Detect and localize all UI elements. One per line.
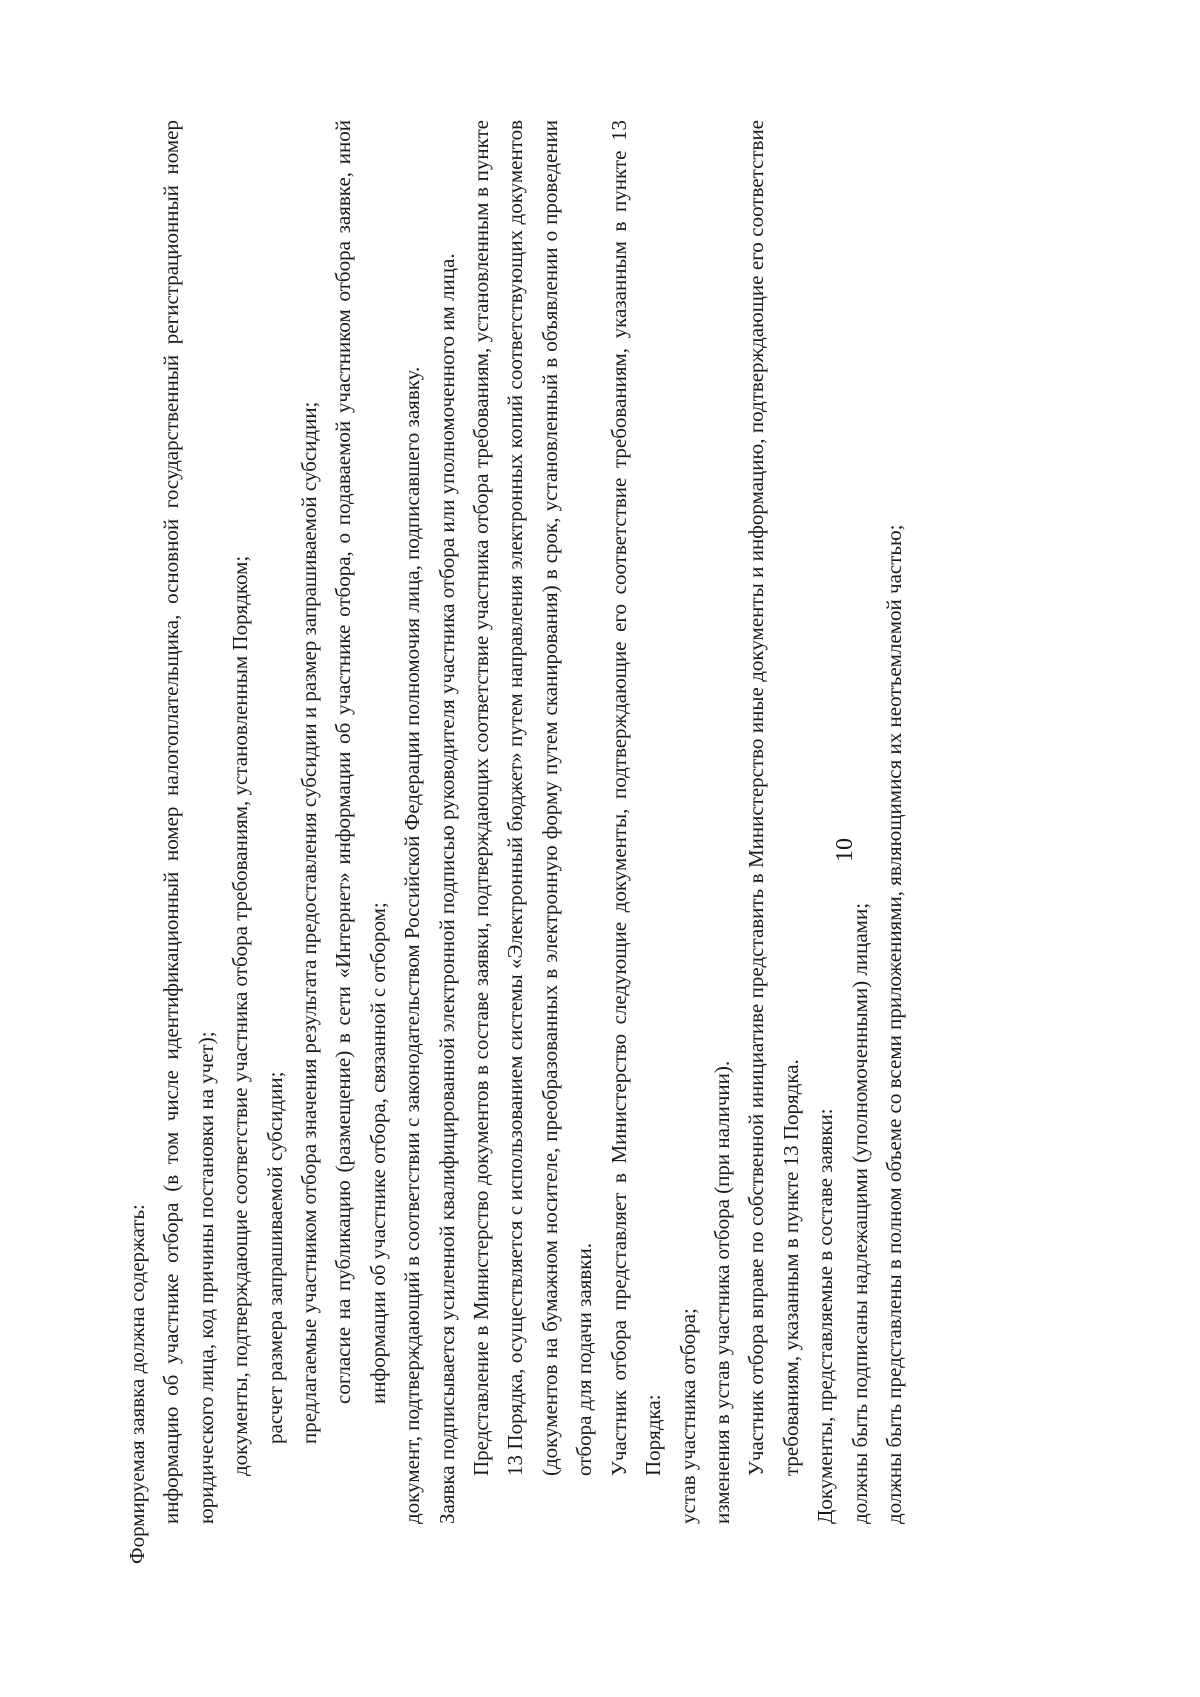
paragraph: предлагаемые участником отбора значения результата предоставления субсидии и размер запрашиваемой субсидии; <box>297 401 322 1444</box>
paragraph: документы, подтверждающие соответствие участника отбора требованиям, установленным Порядком; <box>228 555 253 1476</box>
paragraph: устав участника отбора; <box>675 1308 700 1524</box>
paragraph: документ, подтверждающий в соответствии с законодательством Российской Федерации полномочия лица, подписавшего заявку. <box>400 366 425 1524</box>
document-body <box>120 120 911 1580</box>
paragraph: согласие на публикацию (размещение) в сети «Интернет» информации об участнике отбора, о подаваемой участником отбора заявке, иной информации об участнике отбора, связанной с отбором; <box>331 120 390 1404</box>
paragraph: Участник отбора представляет в Министерство следующие документы, подтверждающие его соответствие требованиям, указанным в пункте 13 Порядка: <box>606 120 666 1476</box>
paragraph: Документы, представляемые в составе заявки: <box>813 1108 838 1524</box>
page-number: 10 <box>832 838 858 862</box>
paragraph: Представление в Министерство документов в составе заявки, подтверждающих соответствие участника отбора требованиям, установленным в пункте 13 Порядка, осуществляется с использованием системы «Электронный бюджет» путем направления электронных копий соответствующих документов (документов на бумажном носителе, преобразованных в электронную форму путем сканирования) в срок, установленный в объявлении о проведении отбора для подачи заявки. <box>469 120 597 1476</box>
paragraph: изменения в устав участника отбора (при наличии). <box>709 1060 734 1524</box>
paragraph: Заявка подписывается усиленной квалифицированной электронной подписью руководителя участника отбора или уполномоченного им лица. <box>434 253 459 1524</box>
paragraph: должны быть представлены в полном объеме со всеми приложениями, являющимися их неотъемлемой частью; <box>881 524 906 1524</box>
rotated-content <box>120 120 1070 1580</box>
paragraph: Участник отбора вправе по собственной инициативе представить в Министерство иные документы и информацию, подтверждающие его соответствие требованиям, указанным в пункте 13 Порядка. <box>744 120 803 1476</box>
paragraph: должны быть подписаны надлежащими (уполномоченными) лицами; <box>847 902 872 1524</box>
paragraph: расчет размера запрашиваемой субсидии; <box>262 1071 287 1444</box>
paragraph: Формируемая заявка должна содержать: <box>125 1204 149 1564</box>
paragraph: информацию об участнике отбора (в том числе идентификационный номер налогоплательщика, основной государственный регистрационный номер юридического лица, код причины постановки на учет); <box>159 120 218 1524</box>
